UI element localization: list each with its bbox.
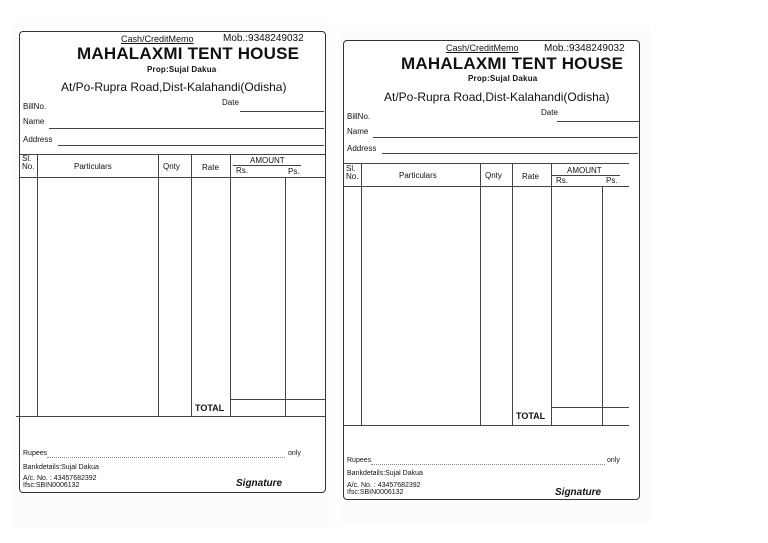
qnty-header: Qnty (163, 162, 180, 171)
memo-left (19, 31, 326, 493)
particulars-header: Particulars (399, 171, 437, 180)
table-top-line (20, 154, 325, 155)
rate-header: Rate (202, 163, 219, 172)
rupees-label: Rupees (347, 457, 372, 464)
qnty-header: Qnty (485, 171, 502, 180)
name-line (49, 128, 324, 129)
mobile-number: Mob.:9348249032 (544, 43, 625, 54)
date-label: Date (222, 98, 239, 107)
amount-header: AMOUNT (250, 156, 285, 165)
table-header-bottom-line (344, 186, 629, 187)
col-line-1 (37, 154, 38, 416)
bank-details: Bankdetails:Sujal Dakua (23, 464, 99, 471)
account-number: A/c. No. : 43457682392 (23, 475, 97, 482)
signature-label: Signature (236, 478, 283, 489)
business-address: At/Po-Rupra Road,Dist-Kalahandi(Odisha) (384, 90, 610, 104)
bill-no-label: BillNo. (347, 112, 371, 121)
col-line-2 (158, 154, 159, 416)
table-header-bottom-line (20, 177, 325, 178)
total-top-line (230, 399, 325, 400)
ps-header: Ps. (288, 167, 300, 176)
sl-no-header: Sl. No. (346, 164, 359, 181)
table-bottom-line (344, 425, 629, 426)
signature-label: Signature (555, 487, 602, 498)
address-label: Address (23, 135, 53, 144)
col-line-4 (551, 163, 552, 425)
cash-credit-memo-label: Cash/CreditMemo (121, 34, 194, 44)
business-title: MAHALAXMI TENT HOUSE (77, 44, 300, 63)
rupees-label: Rupees (23, 450, 48, 457)
col-line-5 (285, 177, 286, 416)
col-line-5 (602, 186, 603, 425)
address-line (382, 153, 638, 154)
date-line (557, 121, 639, 122)
total-label: TOTAL (516, 411, 546, 421)
sl-no-header: Sl. No. (22, 154, 35, 171)
col-line-1 (361, 163, 362, 425)
rate-header: Rate (522, 172, 539, 181)
address-label: Address (347, 144, 377, 153)
memo-right (343, 40, 640, 500)
ifsc-code: Ifsc:SBIN0006132 (347, 489, 404, 496)
col-line-4 (230, 154, 231, 416)
bank-details: Bankdetails:Sujal Dakua (347, 470, 423, 477)
col-line-2 (480, 163, 481, 425)
table-bottom-line (16, 416, 325, 417)
table-top-line (344, 163, 629, 164)
mobile-number: Mob.:9348249032 (223, 33, 304, 44)
account-number: A/c. No. : 43457682392 (347, 482, 421, 489)
rs-header: Rs. (556, 176, 568, 185)
date-line (240, 111, 324, 112)
total-top-line (551, 407, 629, 408)
business-address: At/Po-Rupra Road,Dist-Kalahandi(Odisha) (61, 80, 287, 94)
ps-header: Ps. (606, 176, 618, 185)
bill-no-label: BillNo. (23, 102, 47, 111)
col-line-3 (512, 163, 513, 425)
address-line (58, 145, 324, 146)
cash-credit-memo-label: Cash/CreditMemo (446, 43, 519, 53)
only-label: only (607, 457, 620, 464)
proprietor-name: Prop:Sujal Dakua (468, 74, 538, 83)
name-label: Name (347, 127, 369, 136)
rs-header: Rs. (236, 166, 248, 175)
total-label: TOTAL (195, 403, 225, 413)
business-title: MAHALAXMI TENT HOUSE (401, 54, 624, 73)
amount-header: AMOUNT (567, 166, 602, 175)
rupees-line (371, 464, 605, 465)
date-label: Date (541, 108, 558, 117)
name-label: Name (23, 117, 45, 126)
col-line-3 (191, 154, 192, 416)
proprietor-name: Prop:Sujal Dakua (147, 65, 217, 74)
ifsc-code: Ifsc:SBIN0006132 (23, 482, 80, 489)
rupees-line (47, 457, 285, 458)
particulars-header: Particulars (74, 162, 112, 171)
name-line (373, 137, 638, 138)
only-label: only (288, 450, 301, 457)
